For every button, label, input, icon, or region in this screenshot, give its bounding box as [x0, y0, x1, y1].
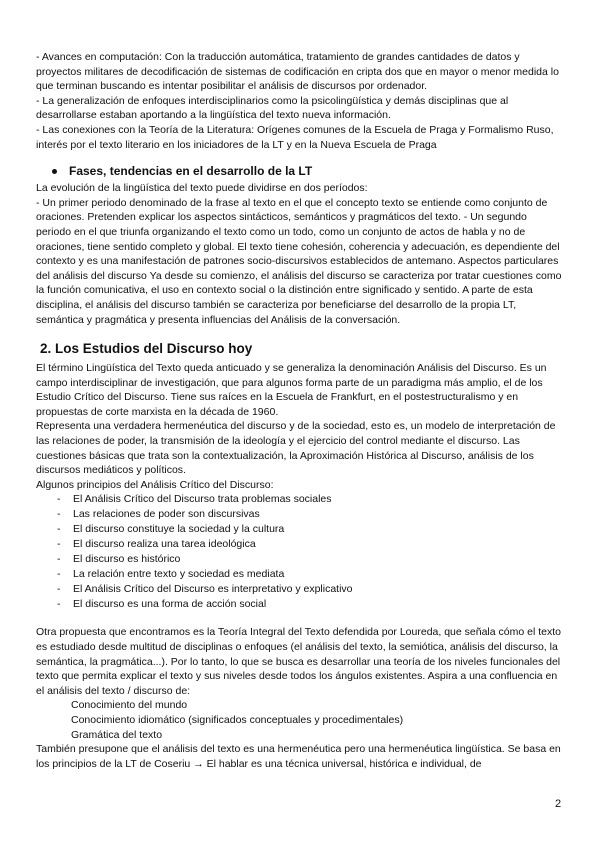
section-heading-estudios: 2. Los Estudios del Discurso hoy	[40, 341, 253, 357]
conocimiento-item: Conocimiento idiomático (significados conceptuales y procedimentales)	[71, 714, 404, 726]
section-heading-fases	[52, 164, 564, 179]
spacer	[36, 612, 564, 625]
estudios-paragraph-3: Algunos principios del Análisis Crítico del Discurso:	[36, 478, 274, 491]
bullet-icon	[52, 169, 57, 174]
conocimiento-item: Gramática del texto	[71, 728, 163, 741]
principles-list	[36, 492, 564, 612]
page-number: 2	[555, 798, 562, 810]
page-content	[36, 50, 564, 771]
list-item: - El discurso es histórico	[57, 553, 181, 566]
list-item: - Las relaciones de poder son discursivas	[57, 508, 260, 521]
fases-paragraph-2: - Un primer periodo denominado de la frase al texto en el que el concepto texto se entiende como conjunto de oraciones. Pretenden explicar los aspectos sintácticos, semánticos y pragmáticos del texto. - Un segundo periodo en el que triunfa organizando el texto como un todo, como un conjunto de actos de habla y no de oraciones, tiene sentido completo y global. El texto tiene cohesión, coherencia y adecuación, es dependiente del contexto y es una manifestación de patrones socio-discursivos establecidos de antemano. Aspectos particulares del análisis del discurso Ya desde su comienzo, el análisis del discurso se caracteriza por tratar cuestiones como la función comunicativa, el uso en contexto social o la distinción entre significado y sentido. A parte de esta disciplina, el análisis del discurso también se caracteriza por beneficiarse del desarrollo de la propia LT, semántica y pragmática y presenta influencias del Análisis de la conversación.	[36, 196, 562, 326]
list-item: - El discurso es una forma de acción social	[57, 598, 267, 611]
estudios-paragraph-1: El término Lingüística del Texto queda anticuado y se generaliza la denominación Análisis del Discurso. Es un campo interdisciplinar de investigación, que para algunos forma parte de un paradigma más amplio, el de los Estudio Crítico del Discurso. Tiene sus raíces en la Escuela de Frankfurt, en el postestructuralismo y en propuestas de corte marxista en la década de 1960.	[36, 362, 547, 418]
list-item: - El Análisis Crítico del Discurso trata problemas sociales	[57, 493, 332, 506]
list-item: - El discurso realiza una tarea ideológica	[57, 538, 256, 551]
list-item: - El Análisis Crítico del Discurso es interpretativo y explicativo	[57, 583, 353, 596]
loureda-paragraph: Otra propuesta que encontramos es la Teoría Integral del Texto defendida por Loureda, que señala cómo el texto es estudiado desde multitud de disciplinas o enfoques (el análisis del texto, la semiótica, análisis del discurso, la semántica, la pragmática...). Por lo tanto, lo que se busca es desarrollar una teoría de los niveles funcionales del texto que permita explicar el texto y sus niveles desde todos los ángulos existentes. Aspira a una confluencia en el análisis del texto / discurso de:	[36, 626, 561, 697]
intro-paragraph-2: - La generalización de enfoques interdisciplinarios como la psicolingüística y demás disciplinas que al desarrollarse estaban aportando a la lingüística del texto nueva información.	[36, 94, 509, 122]
intro-paragraph-1: - Avances en computación: Con la traducción automática, tratamiento de grandes cantidades de datos y proyectos militares de decodificación de sistemas de codificación en cripta dos que en mayor o menor medida lo que terminan buscando es intentar posibilitar el análisis de discursos por ordenador.	[36, 51, 559, 93]
list-item: - La relación entre texto y sociedad es mediata	[57, 568, 285, 581]
estudios-paragraph-2: Representa una verdadera hermenéutica del discurso y de la sociedad, esto es, un modelo de interpretación de las relaciones de poder, la transmisión de la ideología y el ejercicio del control mediante el discurso. Las cuestiones básicas que trata son la contextualización, la Aproximación Histórica al Discurso, análisis de los discursos mediáticos y políticos.	[36, 420, 556, 477]
final-paragraph: También presupone que el análisis del texto es una hermenéutica pero una hermenéutica lingüística. Se basa en los principios de la LT de Coseriu → El hablar es una técnica universal, histórica e individual, de	[36, 743, 561, 770]
conocimiento-item: Conocimiento del mundo	[71, 699, 188, 712]
section-heading-fases-text: Fases, tendencias en el desarrollo de la LT	[69, 164, 313, 179]
intro-paragraph-3: - Las conexiones con la Teoría de la Literatura: Orígenes comunes de la Escuela de Praga y Formalismo Ruso, interés por el texto literario en los iniciadores de la LT y en la Nueva Escuela de Praga	[36, 123, 554, 151]
list-item: - El discurso constituye la sociedad y la cultura	[57, 523, 285, 536]
fases-paragraph-1: La evolución de la lingüística del texto puede dividirse en dos períodos:	[36, 182, 368, 195]
